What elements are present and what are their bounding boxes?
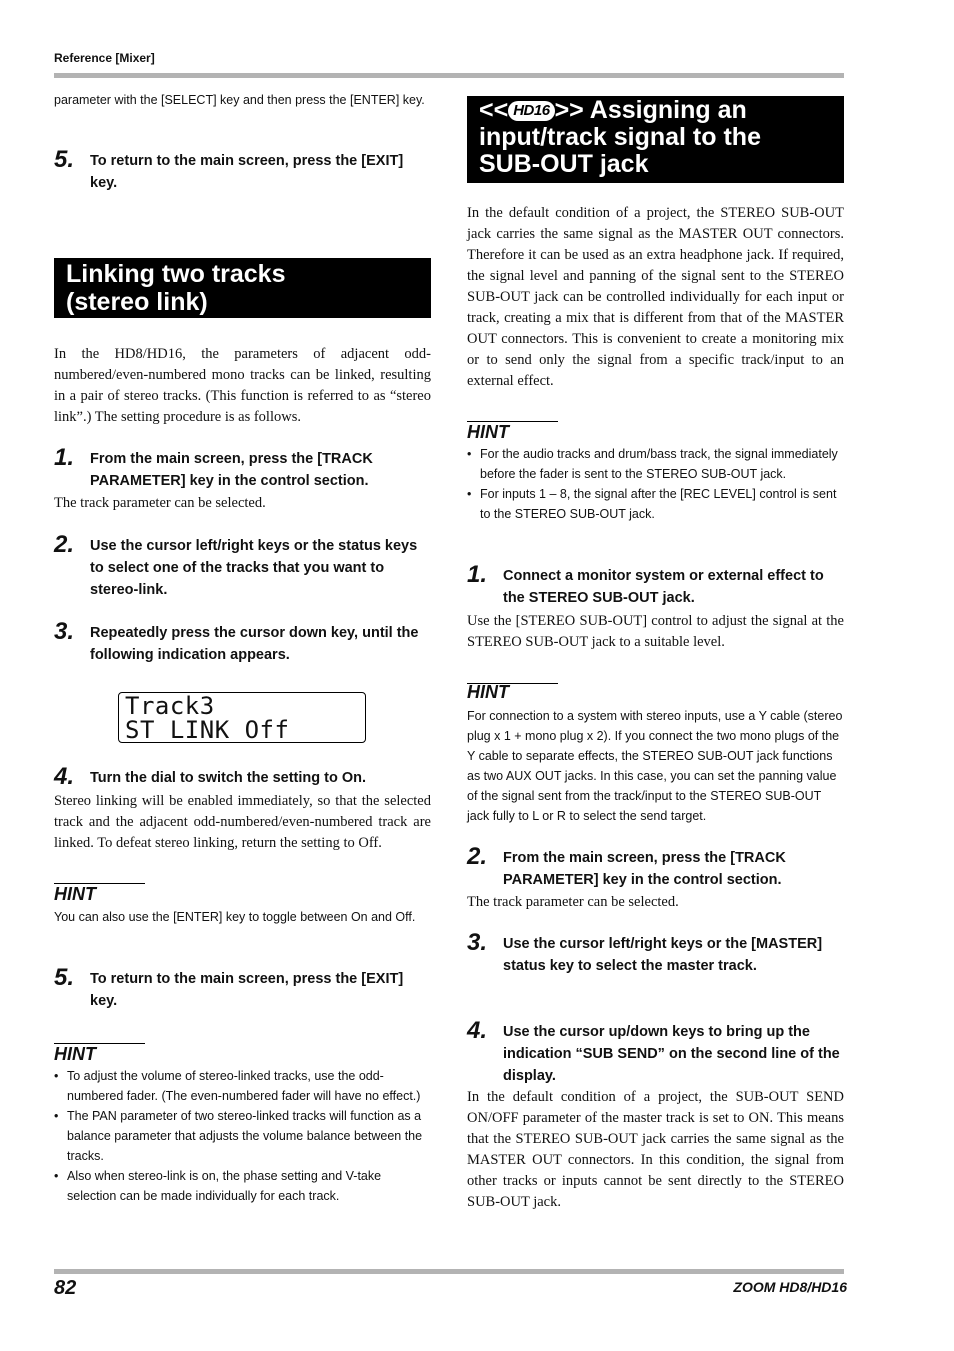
step-number: 1. [467,561,488,588]
step-number: 5. [54,964,75,991]
step-number: 3. [467,929,488,956]
lcd-display [118,692,366,743]
step-text: From the main screen, press the [TRACK PARAMETER] key in the control section. [503,850,786,888]
step-4-note: In the default condition of a project, the SUB-OUT SEND ON/OFF parameter of the master track is set to ON. This means that the STEREO SUB-OUT jack carries the same signal as the MASTER OUT connectors. In this condition, the signal from other tracks or inputs cannot be sent directly to the STEREO SUB-OUT jack. [467,1089,844,1210]
footer-rule [54,1269,844,1274]
header-rule [54,73,844,78]
step-1-note: The track parameter can be selected. [54,495,266,511]
step-text: Use the cursor left/right keys or the [MASTER] status key to select the master track. [503,936,823,974]
step-text: Use the cursor up/down keys to bring up the indication “SUB SEND” on the second line of the display. [503,1024,840,1084]
step-3-cursor-down [54,618,431,666]
intro-continuation: parameter with the [SELECT] key and then press the [ENTER] key. [54,93,425,107]
step-text: From the main screen, press the [TRACK PARAMETER] key in the control section. [90,451,373,489]
list-item: • To adjust the volume of stereo-linked tracks, use the odd-numbered fader. (The even-numbered fader will have no effect.) [54,1066,431,1106]
step-5-exit [54,146,431,194]
hint-text: You can also use the [ENTER] key to toggle between On and Off. [54,910,416,924]
step-text: Connect a monitor system or external effect to the STEREO SUB-OUT jack. [503,568,824,606]
step-2-note: The track parameter can be selected. [467,894,679,910]
section-heading-stereo-link [54,258,431,318]
running-header: Reference [Mixer] [54,51,155,65]
hint-text: For connection to a system with stereo inputs, use a Y cable (stereo plug x 1 + mono plug x 2). If you connect the two mono plugs of the Y cable to separate effects, the STEREO SUB-OUT jack functions as two AUX OUT jacks. In this case, you can set the panning value of the signal sent from the track/input to the STEREO SUB-OUT jack fully to L or R to select the send target. [467,709,843,823]
section-heading-sub-out [467,96,844,183]
step-text: To return to the main screen, press the [EXIT] key. [90,971,404,1009]
step-number: 1. [54,444,75,471]
step-number: 3. [54,618,75,645]
step-text: Repeatedly press the cursor down key, until the following indication appears. [90,625,419,663]
step-3-select-master [467,929,844,999]
section-prefix: << [479,96,509,124]
step-number: 4. [54,763,75,790]
step-number: 4. [467,1017,488,1044]
step-number: 2. [467,843,488,870]
step-number: 5. [54,146,75,173]
step-text: Turn the dial to switch the setting to On. [90,770,367,786]
list-item: • The PAN parameter of two stereo-linked tracks will function as a balance parameter that adjusts the volume balance between the tracks. [54,1106,431,1166]
hint-bullet-list [467,444,844,524]
hint-bullet-list [54,1066,431,1206]
step-2-select-track [54,531,431,601]
lcd-line-1: Track3 [125,692,215,720]
section-title-line-2: (stereo link) [66,288,208,316]
hint-title: HINT [54,1044,96,1064]
section-title-line-1: Linking two tracks [66,260,286,288]
section-title-text: >> Assigning an [554,96,747,124]
section-title-line-1 [479,96,747,124]
step-4-sub-send [467,1017,844,1087]
list-item: • For the audio tracks and drum/bass track, the signal immediately before the fader is sent to the STEREO SUB-OUT jack. [467,444,844,484]
step-1-connect-monitor [467,561,844,609]
step-2-track-parameter [467,843,844,891]
page-number: 82 [54,1277,77,1299]
step-number: 2. [54,531,75,558]
step-1-track-parameter [54,444,431,492]
step-4-note: Stereo linking will be enabled immediately, so that the selected track and the adjacent odd-numbered/even-numbered track are linked. To defeat stereo linking, return the setting to Off. [54,793,431,851]
footer-model-name: ZOOM HD8/HD16 [733,1279,847,1295]
stereo-link-intro: In the HD8/HD16, the parameters of adjacent odd-numbered/even-numbered mono tracks can be linked, resulting in a pair of stereo tracks. (This function is referred to as “stereo link”.) The setting procedure is as follows. [54,346,431,425]
list-item: • Also when stereo-link is on, the phase setting and V-take selection can be made individually for each track. [54,1166,431,1206]
section-title-line-2: input/track signal to the [479,123,761,151]
step-text: Use the cursor left/right keys or the status keys to select one of the tracks that you want to stereo-link. [90,538,418,598]
list-item: • For inputs 1 – 8, the signal after the [REC LEVEL] control is sent to the STEREO SUB-OUT jack. [467,484,844,524]
sub-out-intro: In the default condition of a project, the STEREO SUB-OUT jack carries the same signal as the MASTER OUT connectors. Therefore it can be used as an extra headphone jack. If required, the signal level and panning of the signal sent to the STEREO SUB-OUT jack can be controlled individually for each input or track, creating a mix that is different from that of the MASTER OUT connectors. This is convenient to create a monitoring mix or to send only the signal from a specific track/input to an external effect. [467,205,844,389]
hint-title: HINT [467,422,509,442]
step-5-exit-repeat [54,964,431,1012]
hint-title: HINT [54,884,96,904]
step-1-note: Use the [STEREO SUB-OUT] control to adjust the signal at the STEREO SUB-OUT jack to a suitable level. [467,613,844,650]
step-text: To return to the main screen, press the [EXIT] key. [90,153,404,191]
step-4-turn-dial [54,763,431,790]
hd16-badge: HD16 [508,101,554,121]
hint-title: HINT [467,682,509,702]
section-title-line-3: SUB-OUT jack [479,150,649,178]
lcd-line-2: ST LINK Off [125,716,290,744]
